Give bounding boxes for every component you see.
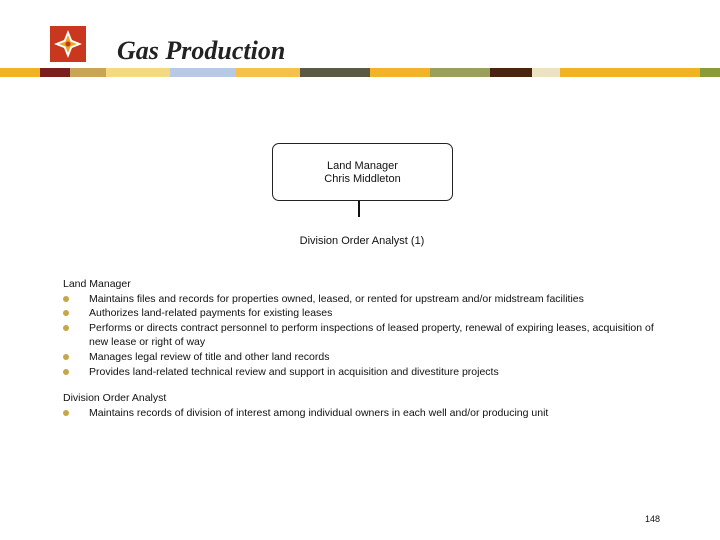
bullet-icon [63,410,69,416]
list-item: Maintains records of division of interest among individual owners in each well and/or producing unit [63,406,673,421]
page-number: 148 [644,514,660,524]
section-heading: Land Manager [63,278,131,290]
org-connector-line [358,201,360,217]
responsibility-section-land-manager [63,277,673,379]
manager-box [272,143,453,201]
sub-unit-label: Division Order Analyst (1) [299,235,425,247]
bullet-icon [63,310,69,316]
section-heading: Division Order Analyst [63,392,167,404]
manager-role: Land Manager [327,160,398,172]
bullet-icon [63,296,69,302]
responsibility-section-division-order-analyst [63,391,673,420]
list-item: Provides land-related technical review and support in acquisition and divestiture projects [63,365,673,380]
responsibility-list [63,406,673,421]
list-item: Performs or directs contract personnel to perform inspections of leased property, renewal of expiring leases, acquisition of new lease or right of way [63,321,673,350]
bullet-icon [63,369,69,375]
header-color-strip [0,68,720,77]
manager-name: Chris Middleton [324,173,401,185]
responsibility-list [63,292,673,380]
page-title: Gas Production [117,36,286,65]
list-item: Maintains files and records for properties owned, leased, or rented for upstream and/or midstream facilities [63,292,673,307]
compass-cross-logo-icon [50,26,86,62]
bullet-icon [63,325,69,331]
list-item: Manages legal review of title and other land records [63,350,673,365]
list-item: Authorizes land-related payments for existing leases [63,306,673,321]
bullet-icon [63,354,69,360]
